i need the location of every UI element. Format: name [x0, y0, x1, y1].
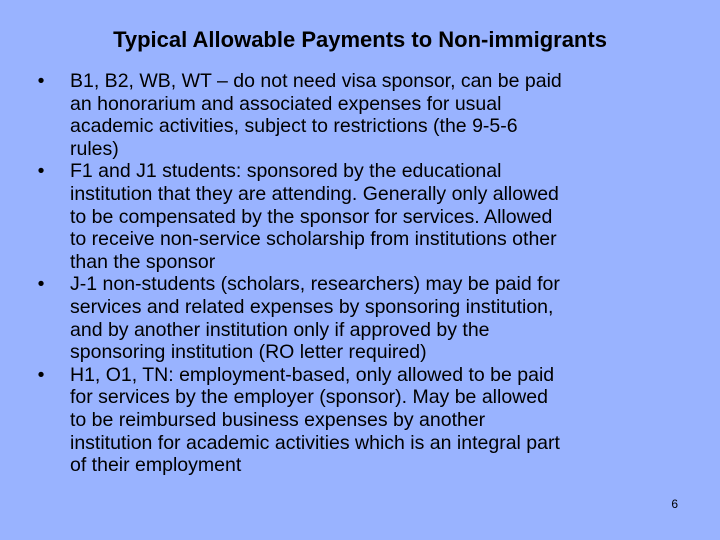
bullet-marker: • [37, 160, 45, 183]
bullet-marker: • [37, 363, 45, 386]
bullet-line: and by another institution only if approved by the [70, 318, 490, 341]
bullet-line: of their employment [70, 454, 242, 477]
bullet-line: services and related expenses by sponsoring institution, [70, 295, 554, 318]
bullet-marker: • [37, 70, 45, 92]
bullet-line: rules) [70, 137, 119, 160]
bullet-line: for services by the employer (sponsor). May be allowed [70, 386, 548, 409]
bullet-item [30, 160, 690, 273]
bullet-line: to receive non-service scholarship from institutions other [70, 228, 557, 251]
bullet-line: than the sponsor [70, 250, 216, 273]
bullet-line: institution that they are attending. Generally only allowed [70, 182, 559, 205]
bullet-line: an honorarium and associated expenses for usual [70, 92, 502, 115]
bullet-line: F1 and J1 students: sponsored by the educational [70, 160, 502, 183]
bullet-item [30, 364, 690, 477]
bullet-item [30, 273, 690, 363]
page-number: 6 [671, 497, 678, 511]
bullet-line: to be reimbursed business expenses by another [70, 408, 486, 431]
slide-title: Typical Allowable Payments to Non-immigrants [113, 27, 607, 52]
bullet-line: H1, O1, TN: employment-based, only allowed to be paid [70, 363, 555, 386]
bullet-line: institution for academic activities which is an integral part [70, 431, 560, 454]
bullet-item [30, 70, 690, 160]
bullet-list [30, 70, 690, 477]
bullet-line: B1, B2, WB, WT – do not need visa sponsor, can be paid [70, 70, 562, 92]
bullet-line: academic activities, subject to restrictions (the 9-5-6 [70, 115, 518, 138]
bullet-line: J-1 non-students (scholars, researchers) may be paid for [70, 273, 560, 296]
bullet-line: to be compensated by the sponsor for services. Allowed [70, 205, 553, 228]
bullet-line: sponsoring institution (RO letter required) [70, 341, 427, 364]
bullet-marker: • [37, 273, 45, 296]
